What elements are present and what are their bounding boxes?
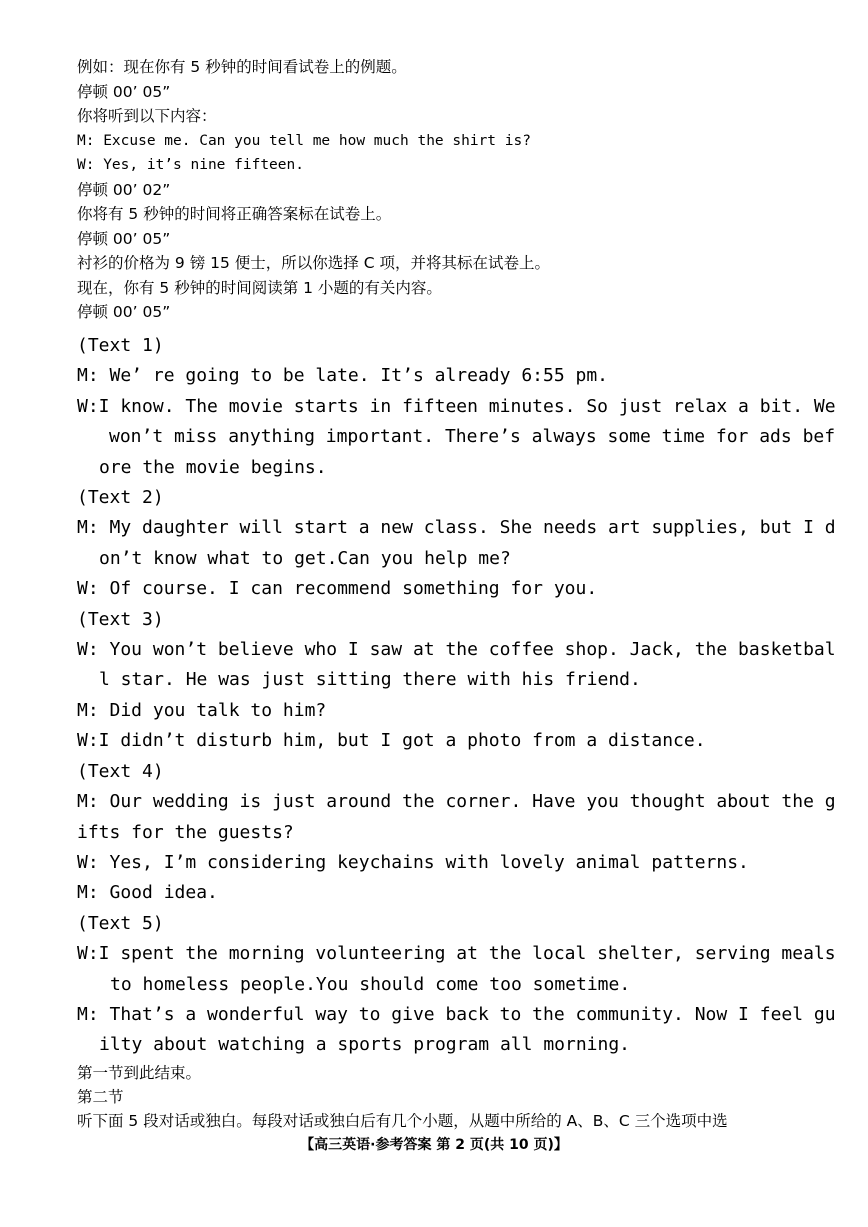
intro-block — [77, 55, 797, 325]
pause-line: 停顿 00’ 02” — [77, 180, 171, 199]
intro-line: 你将听到以下内容： — [77, 107, 217, 125]
intro-line: 例如：现在你有 5 秒钟的时间看试卷上的例题。 — [77, 58, 407, 76]
section-heading: 第二节 — [77, 1088, 124, 1106]
dialogue-continuation: on’t know what to get.Can you help me? — [99, 547, 511, 569]
dialogue-continuation: ilty about watching a sports program all morning. — [99, 1034, 631, 1056]
dialogue-continuation: ore the movie begins. — [99, 456, 327, 478]
dialogue-line: M: That’s a wonderful way to give back to the community. Now I feel gu — [77, 1003, 836, 1025]
pause-line: 停顿 00’ 05” — [77, 82, 171, 101]
section-end-line: 第一节到此结束。 — [77, 1064, 202, 1082]
section-end-block — [77, 1061, 797, 1133]
dialogue-continuation: l star. He was just sitting there with his friend. — [99, 669, 641, 691]
dialogue-line: M: My daughter will start a new class. She needs art supplies, but I d — [77, 517, 836, 539]
intro-line: 现在，你有 5 秒钟的时间阅读第 1 小题的有关内容。 — [77, 278, 442, 297]
example-dialogue-line: W: Yes, it’s nine fifteen. — [77, 157, 304, 173]
dialogue-line: M: We’ re going to be late. It’s already 6:55 pm. — [77, 365, 609, 387]
pause-line: 停顿 00’ 05” — [77, 229, 171, 248]
dialogue-line: W:I didn’t disturb him, but I got a photo from a distance. — [77, 730, 706, 752]
dialogue-line: W: Of course. I can recommend something for you. — [77, 578, 598, 600]
intro-line: 衬衫的价格为 9 镑 15 便士，所以你选择 C 项，并将其标在试卷上。 — [77, 254, 550, 272]
dialogue-line: M: Our wedding is just around the corner. Have you thought about the g — [77, 791, 836, 813]
listening-script — [77, 331, 836, 1061]
dialogue-line: W: Yes, I’m considering keychains with lovely animal patterns. — [77, 851, 749, 873]
dialogue-continuation: won’t miss anything important. There’s always some time for ads bef — [109, 426, 836, 448]
text-heading: (Text 4) — [77, 760, 164, 782]
dialogue-continuation: to homeless people.You should come too sometime. — [110, 973, 631, 995]
text-heading: (Text 3) — [77, 608, 164, 630]
page-footer: 【高三英语·参考答案 第 2 页(共 10 页)】 — [300, 1137, 568, 1153]
dialogue-line: W: You won’t believe who I saw at the coffee shop. Jack, the basketbal — [77, 639, 836, 661]
text-heading: (Text 5) — [77, 912, 164, 934]
dialogue-continuation: ifts for the guests? — [77, 821, 294, 843]
text-heading: (Text 1) — [77, 335, 164, 356]
dialogue-line: W:I spent the morning volunteering at the local shelter, serving meals — [77, 943, 836, 965]
example-dialogue-line: M: Excuse me. Can you tell me how much the shirt is? — [77, 132, 531, 149]
dialogue-line: M: Did you talk to him? — [77, 699, 327, 721]
pause-line: 停顿 00’ 05” — [77, 303, 171, 321]
dialogue-line: M: Good idea. — [77, 882, 218, 904]
text-heading: (Text 2) — [77, 487, 164, 509]
instruction-line: 听下面 5 段对话或独白。每段对话或独白后有几个小题，从题中所给的 A、B、C 三个选项中选 — [77, 1112, 728, 1130]
intro-line: 你将有 5 秒钟的时间将正确答案标在试卷上。 — [77, 205, 392, 223]
dialogue-line: W:I know. The movie starts in fifteen minutes. So just relax a bit. We — [77, 395, 836, 417]
